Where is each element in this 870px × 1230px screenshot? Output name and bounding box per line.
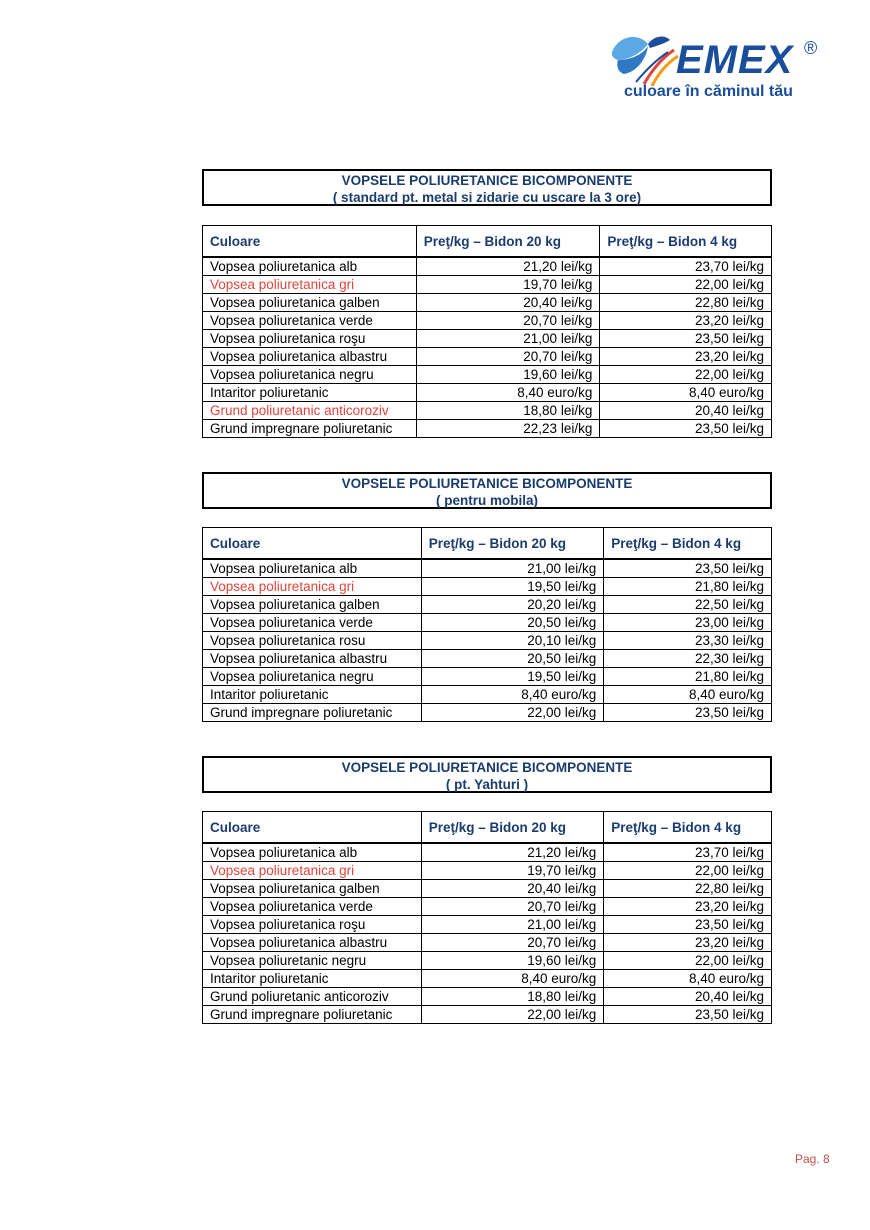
price-4kg-cell: 23,20 lei/kg: [600, 348, 772, 366]
price-20kg-cell: 20,70 lei/kg: [416, 348, 600, 366]
price-section-standard: [202, 169, 772, 436]
price-4kg-cell: 22,80 lei/kg: [604, 880, 772, 898]
section-title: VOPSELE POLIURETANICE BICOMPONENTE: [341, 173, 633, 188]
registered-mark: ®: [804, 38, 818, 58]
product-name-cell: Vopsea poliuretanica alb: [203, 843, 422, 862]
price-20kg-cell: 20,50 lei/kg: [421, 650, 604, 668]
price-20kg-cell: 21,00 lei/kg: [421, 916, 604, 934]
price-4kg-cell: 22,80 lei/kg: [600, 294, 772, 312]
table-row: [203, 614, 772, 632]
product-name-cell: Vopsea poliuretanica verde: [203, 312, 417, 330]
table-row: [203, 366, 772, 384]
product-name-cell: Vopsea poliuretanica albastru: [203, 348, 417, 366]
header-pret-4kg: Preţ/kg – Bidon 4 kg: [604, 812, 772, 844]
table-header-row: [203, 812, 772, 844]
price-table: [202, 527, 772, 722]
header-pret-20kg: Preţ/kg – Bidon 20 kg: [421, 528, 604, 560]
price-20kg-cell: 18,80 lei/kg: [416, 402, 600, 420]
price-20kg-cell: 8,40 euro/kg: [421, 970, 604, 988]
product-name-cell: Vopsea poliuretanica alb: [203, 559, 422, 578]
product-name-cell: Grund impregnare poliuretanic: [203, 704, 422, 722]
section-subtitle: ( pt. Yahturi ): [445, 777, 529, 792]
price-20kg-cell: 20,20 lei/kg: [421, 596, 604, 614]
table-row: [203, 596, 772, 614]
product-name-cell: Vopsea poliuretanica gri: [203, 862, 422, 880]
product-name-cell: Vopsea poliuretanica negru: [203, 366, 417, 384]
price-4kg-cell: 20,40 lei/kg: [600, 402, 772, 420]
product-name-cell: Vopsea poliuretanica albastru: [203, 650, 422, 668]
table-row: [203, 632, 772, 650]
product-name-cell: Vopsea poliuretanica verde: [203, 898, 422, 916]
price-4kg-cell: 22,30 lei/kg: [604, 650, 772, 668]
product-name-cell: Vopsea poliuretanica alb: [203, 257, 417, 276]
product-name-cell: Vopsea poliuretanica rosu: [203, 632, 422, 650]
price-4kg-cell: 8,40 euro/kg: [600, 384, 772, 402]
product-name-cell: Vopsea poliuretanica galben: [203, 596, 422, 614]
price-4kg-cell: 23,50 lei/kg: [600, 420, 772, 438]
product-name-cell: Grund poliuretanic anticoroziv: [203, 988, 422, 1006]
price-20kg-cell: 22,00 lei/kg: [421, 704, 604, 722]
product-name-cell: Vopsea poliuretanica roşu: [203, 330, 417, 348]
price-20kg-cell: 21,00 lei/kg: [416, 330, 600, 348]
price-20kg-cell: 20,10 lei/kg: [421, 632, 604, 650]
header-culoare: Culoare: [203, 528, 422, 560]
section-title: VOPSELE POLIURETANICE BICOMPONENTE: [341, 476, 633, 491]
product-name-cell: Vopsea poliuretanica gri: [203, 578, 422, 596]
product-name-cell: Intaritor poliuretanic: [203, 686, 422, 704]
table-row: [203, 420, 772, 438]
table-row: [203, 934, 772, 952]
product-name-cell: Vopsea poliuretanica gri: [203, 276, 417, 294]
product-name-cell: Vopsea poliuretanica roşu: [203, 916, 422, 934]
product-name-cell: Vopsea poliuretanica albastru: [203, 934, 422, 952]
product-name-cell: Vopsea poliuretanica galben: [203, 880, 422, 898]
price-20kg-cell: 8,40 euro/kg: [421, 686, 604, 704]
table-row: [203, 988, 772, 1006]
price-20kg-cell: 19,70 lei/kg: [416, 276, 600, 294]
section-subtitle: ( pentru mobila): [436, 493, 538, 508]
price-4kg-cell: 23,20 lei/kg: [600, 312, 772, 330]
price-4kg-cell: 23,50 lei/kg: [600, 330, 772, 348]
table-row: [203, 559, 772, 578]
product-name-cell: Intaritor poliuretanic: [203, 970, 422, 988]
table-row: [203, 294, 772, 312]
header-pret-20kg: Preţ/kg – Bidon 20 kg: [416, 226, 600, 258]
price-20kg-cell: 19,50 lei/kg: [421, 578, 604, 596]
brand-tagline: culoare în căminul tău: [624, 83, 793, 100]
table-row: [203, 1006, 772, 1024]
price-4kg-cell: 22,00 lei/kg: [600, 276, 772, 294]
table-row: [203, 898, 772, 916]
table-row: [203, 704, 772, 722]
header-culoare: Culoare: [203, 226, 417, 258]
price-20kg-cell: 21,20 lei/kg: [421, 843, 604, 862]
price-20kg-cell: 20,50 lei/kg: [421, 614, 604, 632]
section-title: VOPSELE POLIURETANICE BICOMPONENTE: [341, 760, 633, 775]
table-row: [203, 843, 772, 862]
table-row: [203, 686, 772, 704]
price-20kg-cell: 22,00 lei/kg: [421, 1006, 604, 1024]
price-20kg-cell: 21,00 lei/kg: [421, 559, 604, 578]
product-name-cell: Grund poliuretanic anticoroziv: [203, 402, 417, 420]
price-4kg-cell: 23,70 lei/kg: [600, 257, 772, 276]
header-pret-20kg: Preţ/kg – Bidon 20 kg: [421, 812, 604, 844]
table-row: [203, 578, 772, 596]
price-4kg-cell: 23,50 lei/kg: [604, 1006, 772, 1024]
price-section-mobila: [202, 472, 772, 720]
price-4kg-cell: 23,00 lei/kg: [604, 614, 772, 632]
price-20kg-cell: 19,60 lei/kg: [416, 366, 600, 384]
price-4kg-cell: 8,40 euro/kg: [604, 686, 772, 704]
price-20kg-cell: 19,70 lei/kg: [421, 862, 604, 880]
price-4kg-cell: 21,80 lei/kg: [604, 578, 772, 596]
price-4kg-cell: 8,40 euro/kg: [604, 970, 772, 988]
price-20kg-cell: 20,40 lei/kg: [416, 294, 600, 312]
product-name-cell: Vopsea poliuretanica verde: [203, 614, 422, 632]
price-4kg-cell: 23,20 lei/kg: [604, 934, 772, 952]
table-row: [203, 952, 772, 970]
product-name-cell: Vopsea poliuretanica negru: [203, 668, 422, 686]
price-20kg-cell: 19,50 lei/kg: [421, 668, 604, 686]
page-number: Pag. 8: [795, 1152, 830, 1166]
table-row: [203, 862, 772, 880]
header-pret-4kg: Preţ/kg – Bidon 4 kg: [604, 528, 772, 560]
table-row: [203, 312, 772, 330]
table-header-row: [203, 226, 772, 258]
table-row: [203, 402, 772, 420]
price-20kg-cell: 21,20 lei/kg: [416, 257, 600, 276]
table-row: [203, 650, 772, 668]
price-20kg-cell: 8,40 euro/kg: [416, 384, 600, 402]
price-20kg-cell: 20,40 lei/kg: [421, 880, 604, 898]
price-table: [202, 811, 772, 1024]
table-row: [203, 668, 772, 686]
table-row: [203, 276, 772, 294]
section-title-box: [202, 472, 772, 509]
price-20kg-cell: 22,23 lei/kg: [416, 420, 600, 438]
price-20kg-cell: 20,70 lei/kg: [416, 312, 600, 330]
price-4kg-cell: 23,70 lei/kg: [604, 843, 772, 862]
section-title-box: [202, 756, 772, 793]
product-name-cell: Grund impregnare poliuretanic: [203, 1006, 422, 1024]
brand-name: EMEX: [676, 38, 794, 82]
price-section-yahturi: [202, 756, 772, 1022]
price-4kg-cell: 22,50 lei/kg: [604, 596, 772, 614]
price-20kg-cell: 18,80 lei/kg: [421, 988, 604, 1006]
price-20kg-cell: 20,70 lei/kg: [421, 898, 604, 916]
emex-logo: [608, 30, 838, 106]
product-name-cell: Vopsea poliuretanica galben: [203, 294, 417, 312]
table-row: [203, 384, 772, 402]
table-header-row: [203, 528, 772, 560]
section-title-box: [202, 169, 772, 206]
price-20kg-cell: 19,60 lei/kg: [421, 952, 604, 970]
price-4kg-cell: 22,00 lei/kg: [600, 366, 772, 384]
product-name-cell: Intaritor poliuretanic: [203, 384, 417, 402]
price-20kg-cell: 20,70 lei/kg: [421, 934, 604, 952]
price-table: [202, 225, 772, 438]
table-row: [203, 348, 772, 366]
header-pret-4kg: Preţ/kg – Bidon 4 kg: [600, 226, 772, 258]
price-4kg-cell: 20,40 lei/kg: [604, 988, 772, 1006]
price-4kg-cell: 21,80 lei/kg: [604, 668, 772, 686]
price-4kg-cell: 23,20 lei/kg: [604, 898, 772, 916]
price-4kg-cell: 22,00 lei/kg: [604, 952, 772, 970]
price-4kg-cell: 23,50 lei/kg: [604, 559, 772, 578]
price-4kg-cell: 23,30 lei/kg: [604, 632, 772, 650]
table-row: [203, 330, 772, 348]
product-name-cell: Vopsea poliuretanic negru: [203, 952, 422, 970]
section-subtitle: ( standard pt. metal si zidarie cu uscare la 3 ore): [332, 190, 642, 205]
table-row: [203, 880, 772, 898]
table-row: [203, 916, 772, 934]
price-4kg-cell: 23,50 lei/kg: [604, 704, 772, 722]
table-row: [203, 970, 772, 988]
product-name-cell: Grund impregnare poliuretanic: [203, 420, 417, 438]
table-row: [203, 257, 772, 276]
price-4kg-cell: 22,00 lei/kg: [604, 862, 772, 880]
price-4kg-cell: 23,50 lei/kg: [604, 916, 772, 934]
header-culoare: Culoare: [203, 812, 422, 844]
